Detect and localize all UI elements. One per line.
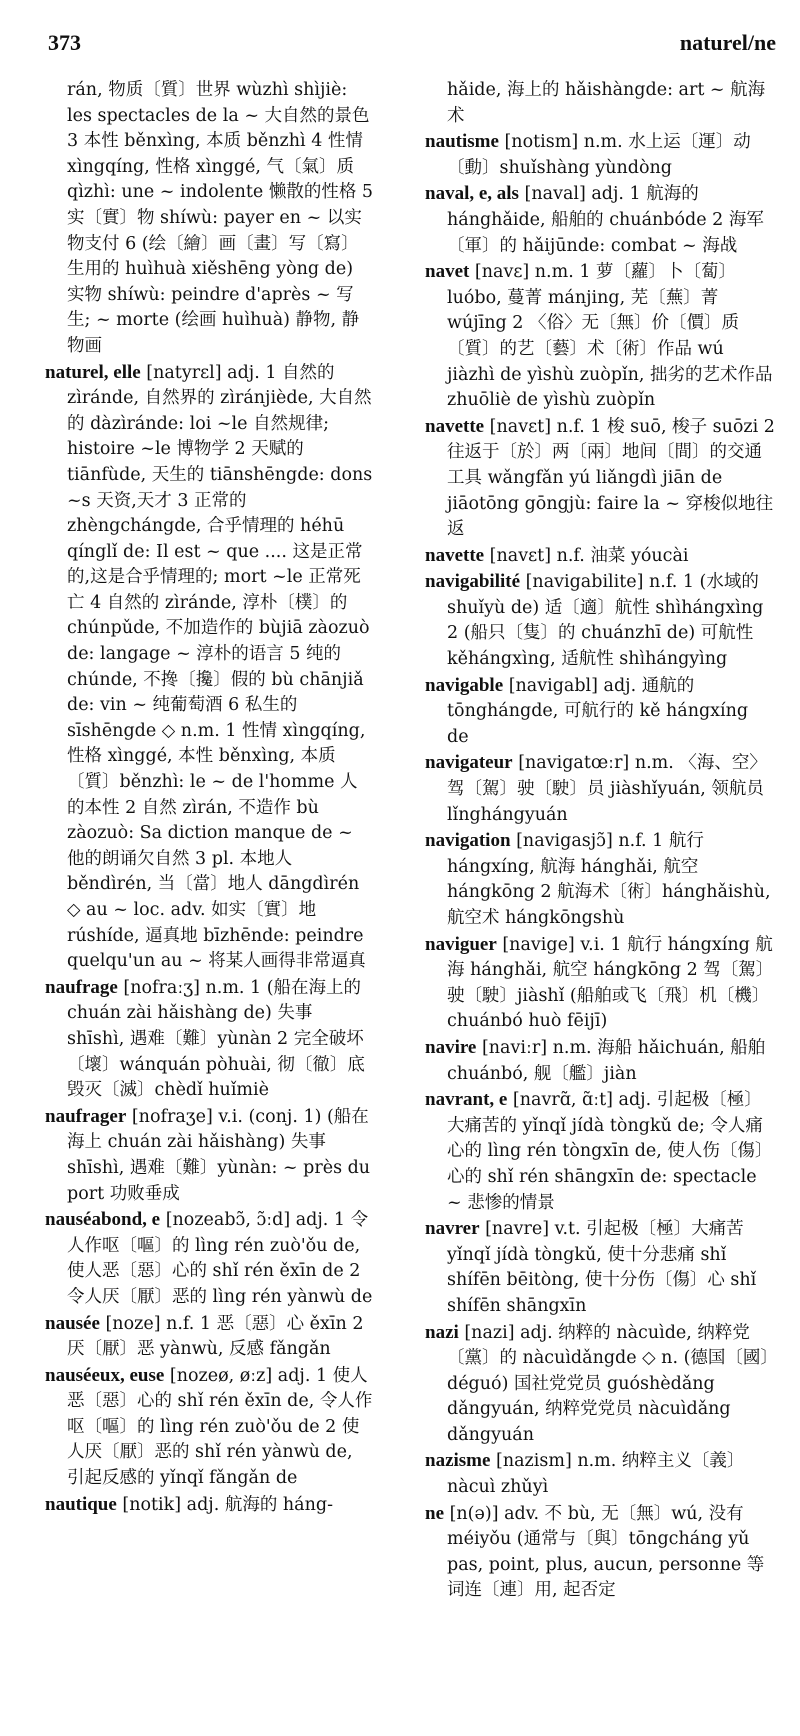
entry-body: [notism] n.m. 水上运〔運〕动〔動〕shuǐshàng yùndòng [447,132,751,178]
page-header [40,30,776,60]
dictionary-entry [425,828,775,931]
entry-body: [noze] n.f. 1 恶〔惡〕心 ěxīn 2 厌〔厭〕恶 yànwù, 反感 fǎngǎn [67,1313,364,1360]
headword: navigation [425,830,511,852]
headword: nazi [425,1321,459,1343]
entry-body: [nozeø, øːz] adj. 1 使人恶〔惡〕心的 shǐ rén ěxīn de, 令人作呕〔嘔〕的 lìng rén zuò'ǒu de 2 使人厌〔厭〕恶的 shǐ rén yànwù de, 引起反感的 yǐnqǐ fǎngǎn de [67,1365,373,1489]
entry-body: [naviːr] n.m. 海船 hǎichuán, 船舶 chuánbó, 舰〔艦〕jiàn [447,1037,766,1084]
headword: navrer [425,1218,480,1240]
entry-body: [nazi] adj. 纳粹的 nàcuìde, 纳粹党〔黨〕的 nàcuìdǎngde ◇ n. (德国〔國〕déguó) 国社党党员 guóshèdǎng dǎngyuán, 纳粹党党员 nàcuìdǎng dǎngyuán [447,1322,770,1445]
entry-body: [navigabilite] n.f. 1 (水域的 shuǐyù de) 适〔適〕航性 shìhángxìng 2 (船只〔隻〕的 chuánzhī de) 可航性 kěhángxìng, 适航性 shìhángyìng [447,572,764,670]
dictionary-entry [425,1448,775,1500]
entry-body: [navɛt] n.f. 油菜 yóucài [489,545,689,566]
running-head: naturel/ne [679,30,776,55]
page-number: 373 [48,30,81,55]
entry-body: [navige] v.i. 1 航行 hángxíng 航海 hánghǎi, 航空 hángkōng 2 驾〔駕〕驶〔駛〕jiàshǐ (船舶或飞〔飛〕机〔機〕chuánbó huò fēijī) [447,934,774,1032]
headword: navet [425,261,470,283]
dictionary-entry [425,259,775,414]
dictionary-entry [45,1104,375,1207]
headword: naturel, elle [45,361,141,383]
dictionary-entry [425,414,775,543]
headword: navigable [425,674,504,696]
headword: nauséabond, e [45,1209,161,1231]
entry-body: [nazism] n.m. 纳粹主义〔義〕nàcuì zhǔyì [447,1451,745,1498]
dictionary-entry [425,673,775,751]
headword: navigabilité [425,571,521,593]
dictionary-entry [45,1207,375,1310]
headword: navire [425,1036,477,1058]
headword: nazisme [425,1450,491,1472]
dictionary-entry [45,360,375,975]
headword: ne [425,1502,444,1524]
headword: nautisme [425,131,499,153]
dictionary-entry [425,750,775,828]
dictionary-entry [425,129,775,181]
left-column [45,78,375,1518]
entry-body: [navrɑ̃, ɑ̃ːt] adj. 引起极〔極〕大痛苦的 yǐnqǐ jídà tòngkǔ de; 令人痛心的 lìng rén tòngxīn de, 使人伤〔傷〕心的 shǐ rén shāngxīn de: spectacle ~ 悲惨的情景 [447,1090,773,1213]
headword: navette [425,544,485,566]
dictionary-entry [425,181,775,259]
right-column [425,78,775,1604]
headword: nautique [45,1493,117,1515]
dictionary-entry [425,1087,775,1216]
entry-body: [naval] adj. 1 航海的 hánghǎide, 船舶的 chuánbóde 2 海军〔軍〕的 hǎijūnde: combat ~ 海战 [447,184,764,256]
entry-body: [navigasjɔ̃] n.f. 1 航行 hángxíng, 航海 hánghǎi, 航空 hángkōng 2 航海术〔術〕hánghǎishù, 航空术 hángkōngshù [447,831,771,928]
dictionary-entry [45,975,375,1104]
entry-body: [nozeabɔ̃, ɔ̃ːd] adj. 1 令人作呕〔嘔〕的 lìng rén zuò'ǒu de, 使人恶〔惡〕心的 shǐ rén ěxīn de 2 令人厌〔厭〕恶的 lìng rén yànwù de [67,1210,373,1307]
dictionary-entry [45,1311,375,1363]
continuation-text: rán, 物质〔質〕世界 wùzhì shìjiè: les spectacles de la ~ 大自然的景色 3 本性 běnxìng, 本质 běnzhì 4 性情 xìngqíng, 性格 xìnggé, 气〔氣〕质 qìzhì: une ~ indolente 懒散的性格 5 实〔實〕物 shíwù: payer en ~ 以实物支付 6 (绘〔繪〕画〔畫〕写〔寫〕生用的 huìhuà xiěshēng yòng de) 实物 shíwù: peindre d'après ~ 写生; ~ morte (绘画 huìhuà) 静物, 静物画 [67,80,374,356]
headword: navette [425,415,485,437]
headword: naufrager [45,1105,127,1127]
entry-body: [natyrɛl] adj. 1 自然的 zìránde, 自然界的 zìránjiède, 大自然的 dàzìránde: loi ~le 自然规律; histoire ~le 博物学 2 天赋的 tiānfùde, 天生的 tiānshēngde: dons ~s 天资,天才 3 正常的 zhèngchángde, 合乎情理的 héhū qínglǐ de: Il est ~ que .... 这是正常的,这是合乎情理的; mort ~le 正常死亡 4 自然的 zìránde, 淳朴〔樸〕的 chúnpǔde, 不加造作的 bùjiā zàozuò de: langage ~ 淳朴的语言 5 纯的 chúnde, 不搀〔攙〕假的 bù chānjiǎ de: vin ~ 纯葡萄酒 6 私生的 sīshēngde ◇ n.m. 1 性情 xìngqíng, 性格 xìnggé, 本性 běnxìng, 本质〔質〕běnzhì: le ~ de l'homme 人的本性 2 自然 zìrán, 不造作 bù zàozuò: Sa diction manque de ~ 他的朗诵欠自然 3 pl. 本地人 běndìrén, 当〔當〕地人 dāngdìrén ◇ au ~ loc. adv. 如实〔實〕地 rúshíde, 逼真地 bīzhēnde: peindre quelqu'un au ~ 将某人画得非常逼真 [67,362,373,972]
entry-body: [n(ə)] adv. 不 bù, 无〔無〕wú, 没有 méiyǒu (通常与〔與〕tōngcháng yǔ pas, point, plus, aucun, personne 等词连〔連〕用, 起否定 [447,1503,765,1601]
entry-body: [nofraʒe] v.i. (conj. 1) (船在海上 chuán zài hǎishàng) 失事 shīshì, 遇难〔難〕yùnàn: ~ près du port 功败垂成 [67,1106,371,1204]
continuation-text: hǎide, 海上的 hǎishàngde: art ~ 航海术 [447,80,766,126]
dictionary-entry [425,932,775,1035]
headword: naufrage [45,976,118,998]
dictionary-entry [45,1492,375,1519]
dictionary-entry [425,569,775,672]
entry-body: [navɛ] n.m. 1 萝〔蘿〕卜〔蔔〕luóbo, 蔓菁 mánjing, 芜〔蕪〕菁 wújīng 2 〈俗〉无〔無〕价〔價〕质〔質〕的艺〔藝〕术〔術〕作品 wú jiàzhì de yìshù zuòpǐn, 拙劣的艺术作品 zhuōliè de yìshù zuòpǐn [447,262,773,411]
entry-body: [navigatœːr] n.m. 〈海、空〉驾〔駕〕驶〔駛〕员 jiàshǐyuán, 领航员 lǐnghángyuán [447,753,767,825]
headword: naval, e, als [425,183,519,205]
dictionary-entry [425,1320,775,1449]
entry-body: [navigabl] adj. 通航的 tōnghángde, 可航行的 kě hángxíng de [447,675,749,747]
dictionary-entry [45,1363,375,1492]
entry-body: [navɛt] n.f. 1 梭 suō, 梭子 suōzi 2 往返于〔於〕两〔兩〕地间〔間〕的交通工具 wǎngfǎn yú liǎngdì jiān de jiāotōng gōngjù: faire la ~ 穿梭似地往返 [447,416,775,540]
dictionary-entry [425,1035,775,1087]
headword: navrant, e [425,1089,508,1111]
entry-body: [notik] adj. 航海的 háng- [122,1494,333,1515]
headword: nauséeux, euse [45,1364,165,1386]
entry-body: [navre] v.t. 引起极〔極〕大痛苦 yǐnqǐ jídà tòngkǔ, 使十分悲痛 shǐ shífēn bēitòng, 使十分伤〔傷〕心 shǐ shífēn shāngxīn [447,1219,757,1316]
entry-body: [nofraːʒ] n.m. 1 (船在海上的 chuán zài hǎishàng de) 失事 shīshì, 遇难〔難〕yùnàn 2 完全破坏〔壞〕wánquán pòhuài, 彻〔徹〕底毁灭〔滅〕chèdǐ huǐmiè [67,977,365,1101]
headword: nausée [45,1312,100,1334]
dictionary-entry [425,1501,775,1604]
dictionary-entry [425,1216,775,1319]
headword: naviguer [425,933,497,955]
dictionary-entry [425,543,775,570]
headword: navigateur [425,752,513,774]
